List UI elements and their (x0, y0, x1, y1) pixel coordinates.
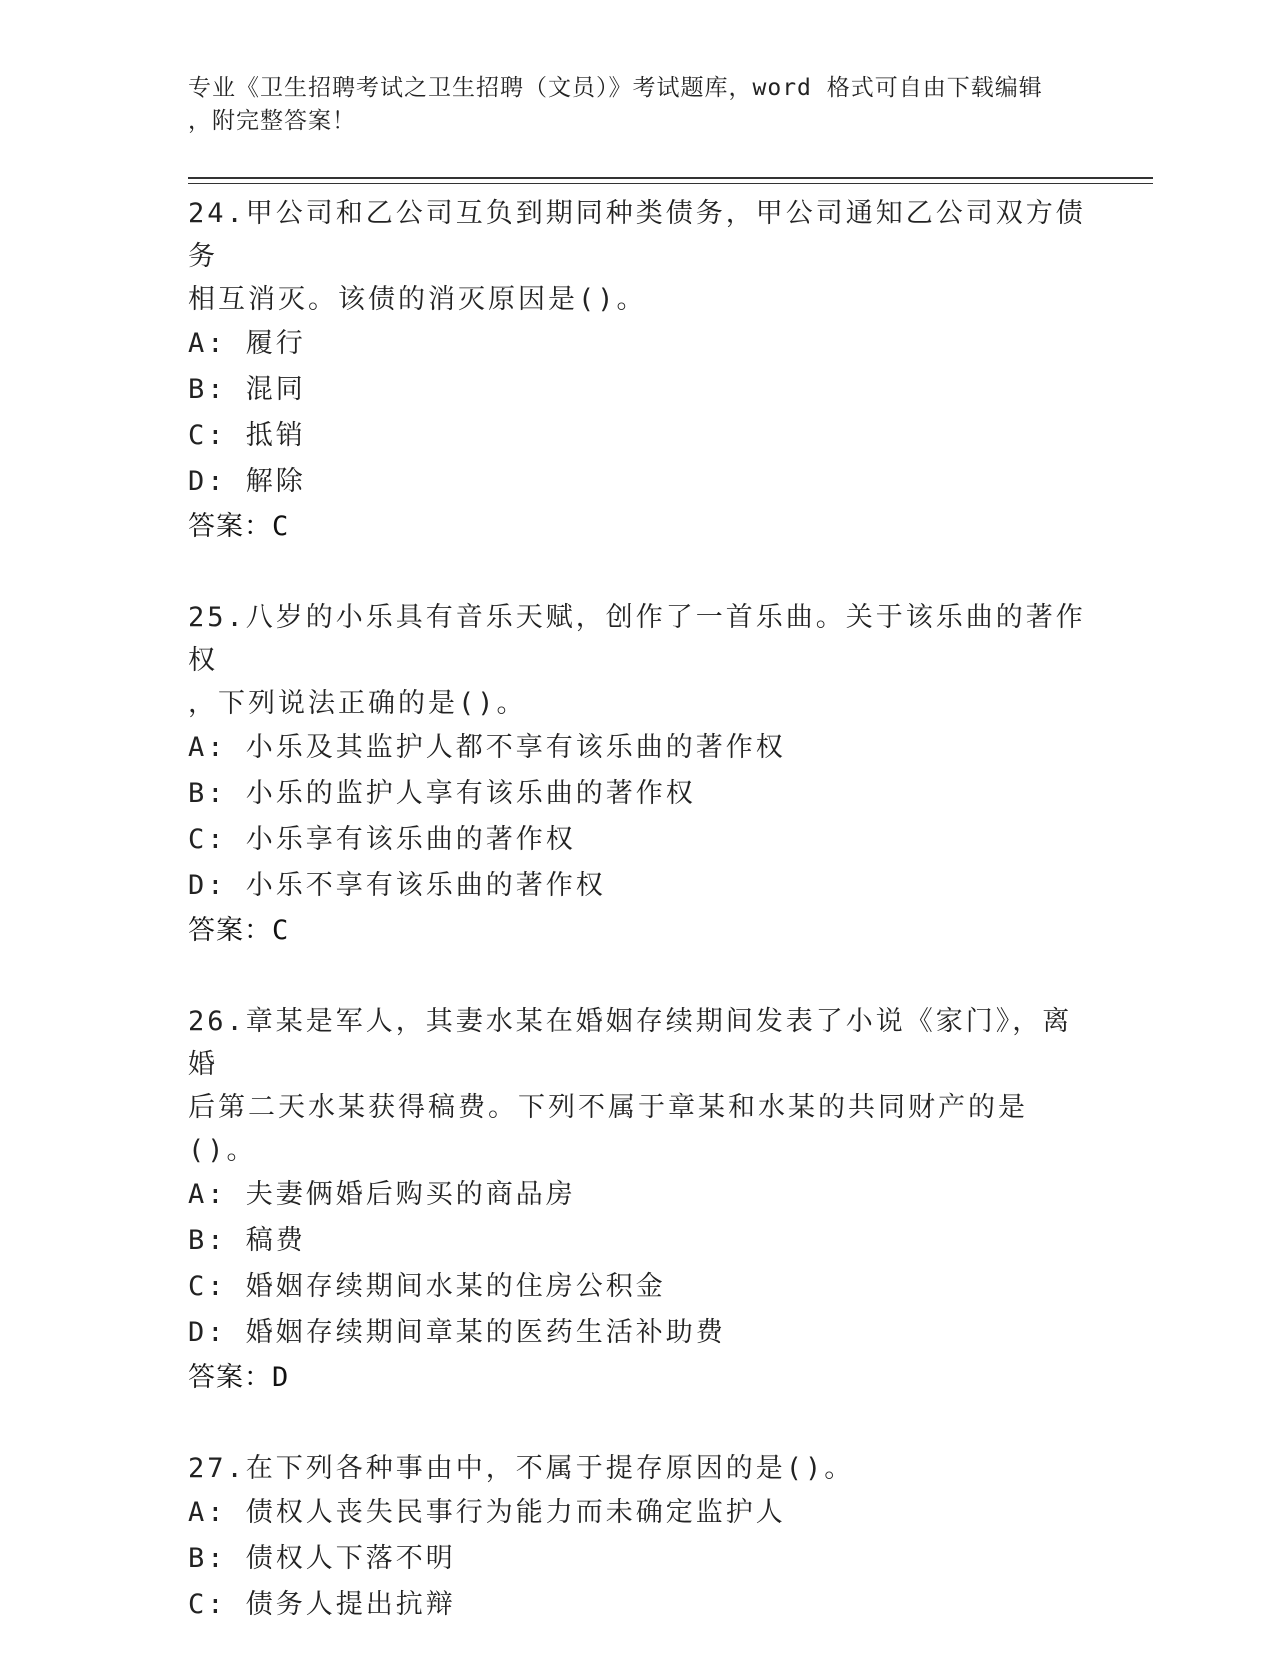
option-a: A: 债权人丧失民事行为能力而未确定监护人 (188, 1497, 786, 1528)
header-divider-thin (188, 183, 1153, 184)
answer-value: C (272, 511, 290, 542)
option-b: B: 混同 (188, 374, 306, 405)
question-list (188, 192, 1088, 1675)
question-stem-line: 26.章某是军人，其妻水某在婚姻存续期间发表了小说《家门》，离婚 (188, 1006, 1073, 1080)
question-27 (188, 1447, 1088, 1628)
answer-label: 答案： (188, 1362, 272, 1393)
answer (188, 1356, 1088, 1400)
answer-value: D (272, 1362, 290, 1393)
option-c: C: 婚姻存续期间水某的住房公积金 (188, 1271, 666, 1302)
header-line-1: 专业《卫生招聘考试之卫生招聘（文员）》考试题库，word 格式可自由下载编辑 (188, 75, 1043, 101)
option-a: A: 夫妻俩婚后购买的商品房 (188, 1179, 576, 1210)
document-header (188, 72, 1088, 138)
question-stem-line: ，下列说法正确的是()。 (188, 688, 527, 719)
option-b: B: 稿费 (188, 1225, 306, 1256)
header-line-2: ，附完整答案！ (188, 108, 356, 134)
option-d: D: 解除 (188, 466, 306, 497)
question-stem-line: 后第二天水某获得稿费。下列不属于章某和水某的共同财产的是()。 (188, 1092, 1028, 1166)
option-b: B: 债权人下落不明 (188, 1543, 456, 1574)
option-a: A: 小乐及其监护人都不享有该乐曲的著作权 (188, 732, 786, 763)
option-c: C: 抵销 (188, 420, 306, 451)
answer (188, 505, 1088, 549)
answer-label: 答案： (188, 511, 272, 542)
question-24 (188, 192, 1088, 549)
question-25 (188, 596, 1088, 953)
header-divider-thick (188, 177, 1153, 179)
question-stem-line: 相互消灭。该债的消灭原因是()。 (188, 284, 647, 315)
option-a: A: 履行 (188, 328, 306, 359)
question-stem-line: 24.甲公司和乙公司互负到期同种类债务，甲公司通知乙公司双方债务 (188, 198, 1086, 272)
question-stem-line: 27.在下列各种事由中，不属于提存原因的是()。 (188, 1453, 855, 1484)
answer-value: C (272, 915, 290, 946)
question-stem-line: 25.八岁的小乐具有音乐天赋，创作了一首乐曲。关于该乐曲的著作权 (188, 602, 1086, 676)
answer-label: 答案： (188, 915, 272, 946)
option-b: B: 小乐的监护人享有该乐曲的著作权 (188, 778, 696, 809)
option-c: C: 小乐享有该乐曲的著作权 (188, 824, 576, 855)
option-c: C: 债务人提出抗辩 (188, 1589, 456, 1620)
option-d: D: 小乐不享有该乐曲的著作权 (188, 870, 606, 901)
answer (188, 909, 1088, 953)
option-d: D: 婚姻存续期间章某的医药生活补助费 (188, 1317, 726, 1348)
question-26 (188, 1000, 1088, 1400)
